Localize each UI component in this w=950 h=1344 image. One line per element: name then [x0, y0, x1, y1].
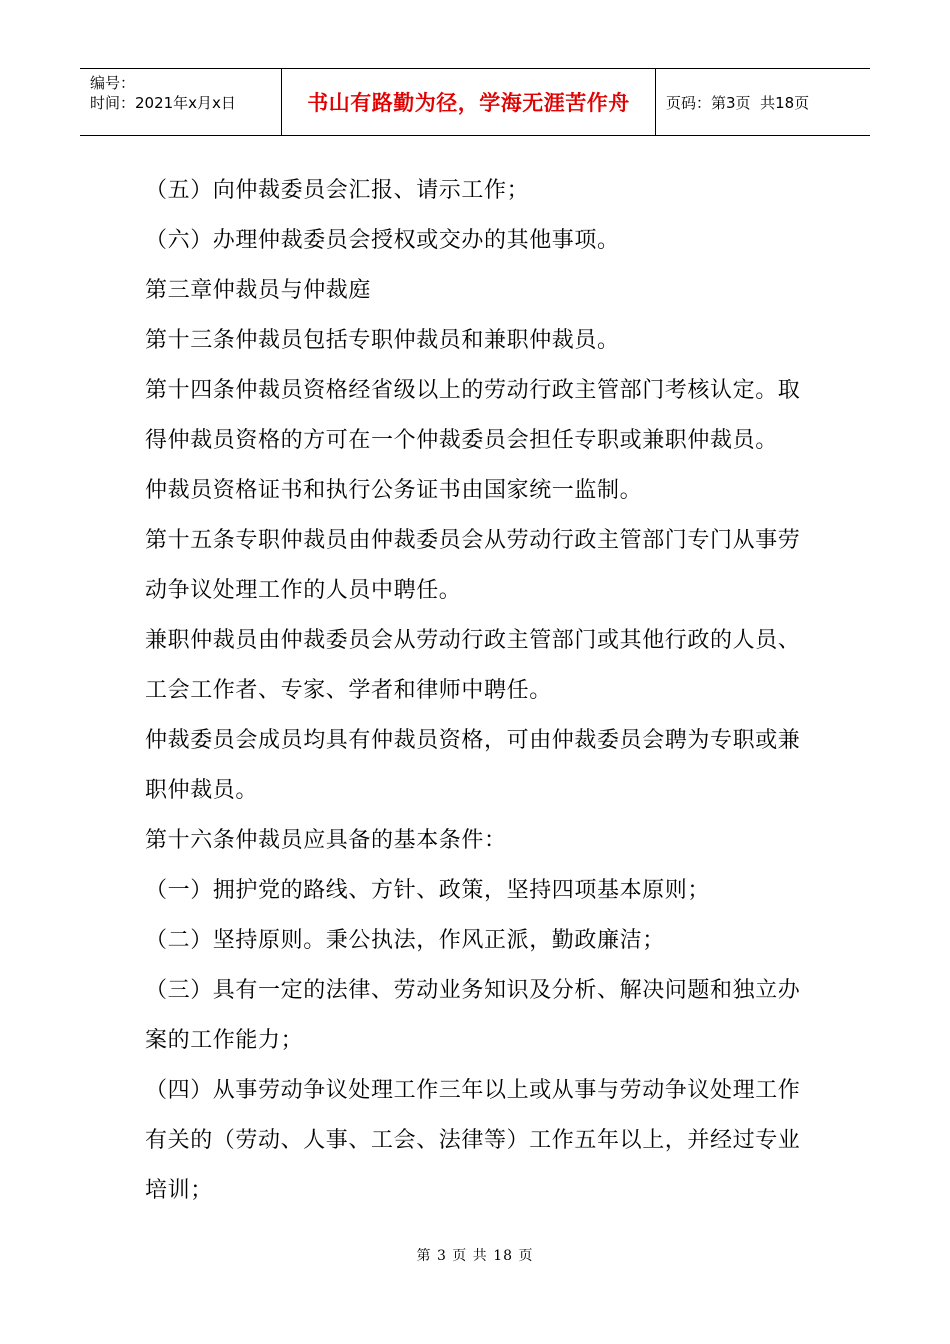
- header-page-info: [656, 69, 870, 135]
- body-line: 第十五条专职仲裁员由仲裁委员会从劳动行政主管部门专门从事劳: [145, 528, 801, 553]
- page-footer: 第 3 页 共 18 页: [416, 1248, 534, 1264]
- document-number-label: 编号：: [90, 74, 136, 92]
- body-line: 职仲裁员。: [145, 778, 259, 803]
- document-date: 时间：2021年x月x日: [90, 94, 236, 112]
- document-body: [145, 166, 815, 1216]
- body-line: 动争议处理工作的人员中聘任。: [145, 578, 462, 603]
- body-line: 第十六条仲裁员应具备的基本条件：: [145, 828, 507, 853]
- body-line: （五）向仲裁委员会汇报、请示工作；: [145, 178, 530, 203]
- body-line: 案的工作能力；: [145, 1028, 304, 1053]
- body-line: （六）办理仲裁委员会授权或交办的其他事项。: [145, 228, 620, 253]
- body-line: 兼职仲裁员由仲裁委员会从劳动行政主管部门或其他行政的人员、: [145, 628, 801, 653]
- body-line: 第十四条仲裁员资格经省级以上的劳动行政主管部门考核认定。取: [145, 378, 801, 403]
- body-line: 仲裁委员会成员均具有仲裁员资格，可由仲裁委员会聘为专职或兼: [145, 728, 801, 753]
- body-line: （四）从事劳动争议处理工作三年以上或从事与劳动争议处理工作: [145, 1078, 801, 1103]
- body-line: （三）具有一定的法律、劳动业务知识及分析、解决问题和独立办: [145, 978, 801, 1003]
- body-line: 仲裁员资格证书和执行公务证书由国家统一监制。: [145, 478, 643, 503]
- body-line: 得仲裁员资格的方可在一个仲裁委员会担任专职或兼职仲裁员。: [145, 428, 778, 453]
- body-line: （二）坚持原则。秉公执法，作风正派，勤政廉洁；: [145, 928, 665, 953]
- header-meta: [80, 69, 282, 135]
- body-line: 工会工作者、专家、学者和律师中聘任。: [145, 678, 552, 703]
- body-line: 第十三条仲裁员包括专职仲裁员和兼职仲裁员。: [145, 328, 620, 353]
- header-motto: 书山有路勤为径，学海无涯苦作舟: [282, 69, 656, 135]
- body-line: （一）拥护党的路线、方针、政策，坚持四项基本原则；: [145, 878, 711, 903]
- body-line: 培训；: [145, 1178, 213, 1203]
- body-line: 有关的（劳动、人事、工会、法律等）工作五年以上，并经过专业: [145, 1128, 801, 1153]
- page-header: [80, 68, 870, 136]
- page-info-text: 页码：第3页 共18页: [666, 93, 810, 112]
- chapter-heading: 第三章仲裁员与仲裁庭: [145, 278, 372, 303]
